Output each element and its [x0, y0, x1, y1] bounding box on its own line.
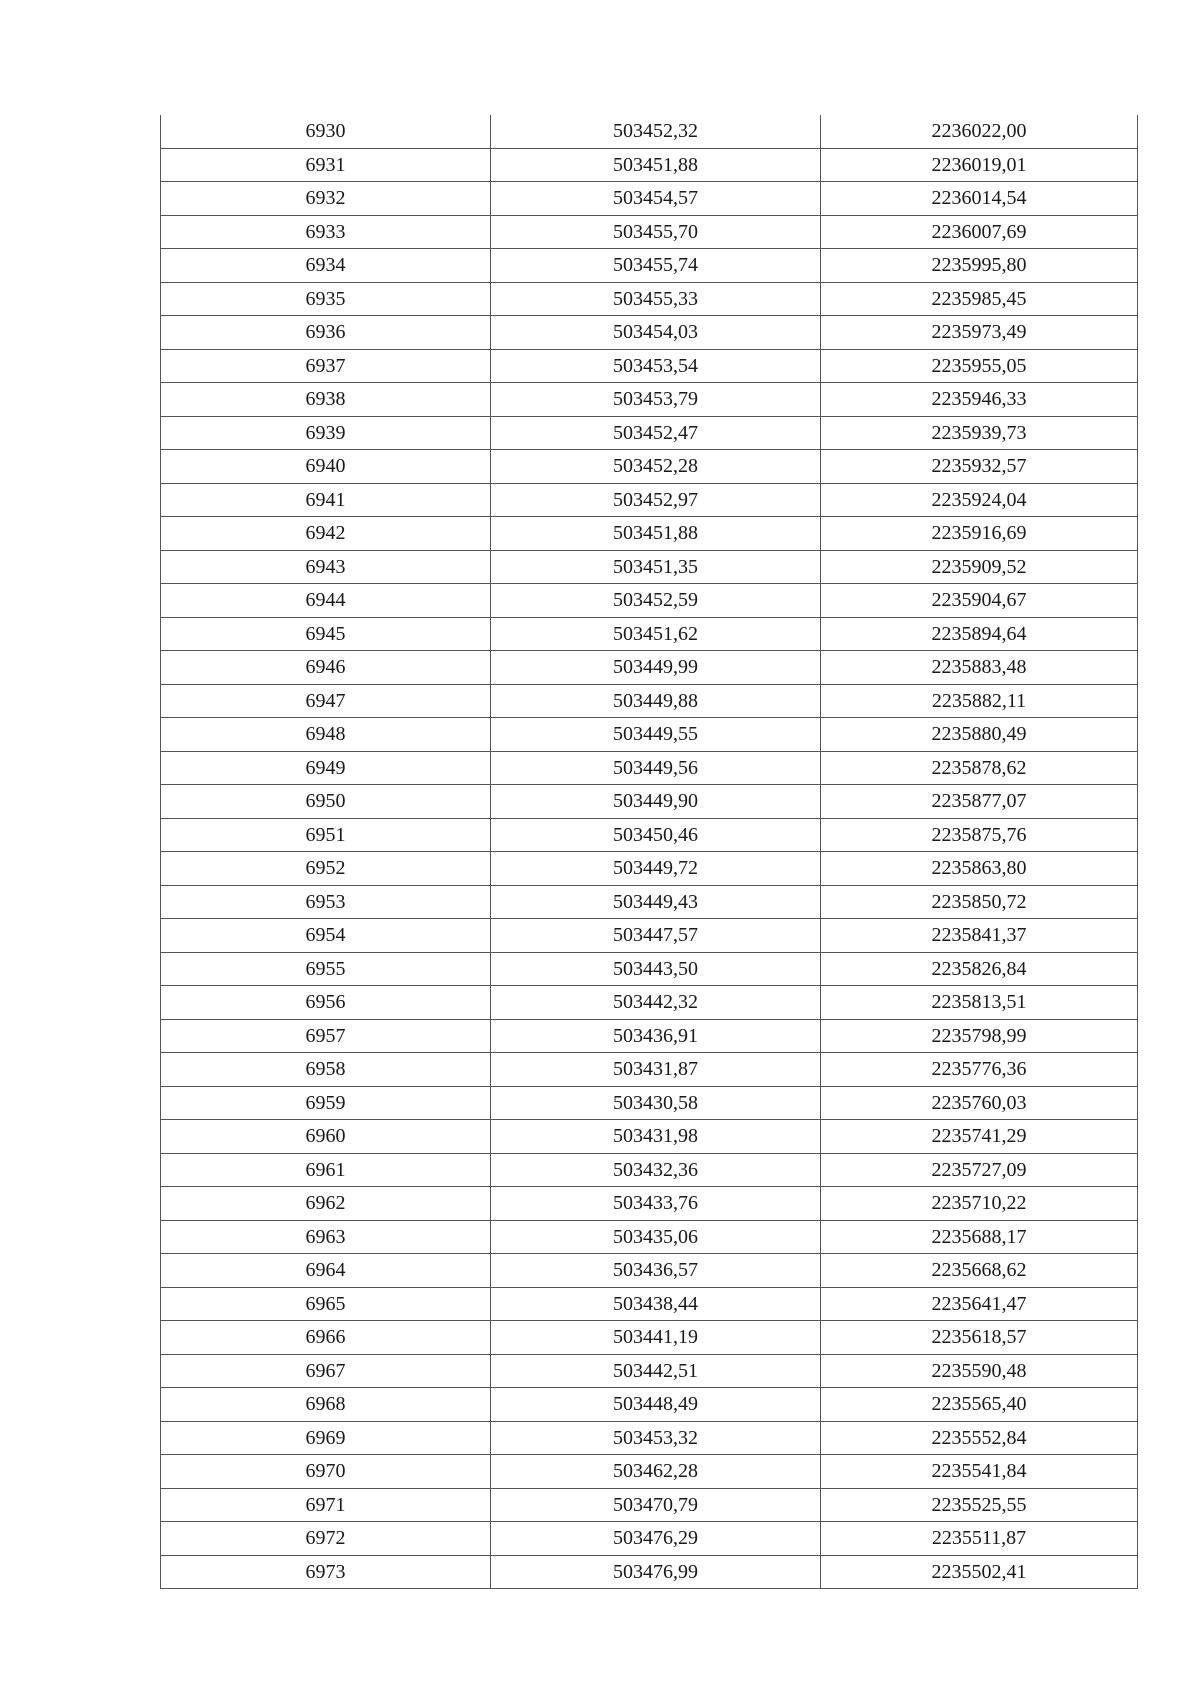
x-coordinate-cell: 503455,33 — [491, 282, 821, 316]
table-row — [161, 282, 1138, 316]
x-coordinate-cell: 503436,57 — [491, 1254, 821, 1288]
y-coordinate-cell: 2235641,47 — [821, 1287, 1138, 1321]
x-coordinate-cell: 503453,32 — [491, 1421, 821, 1455]
x-coordinate-cell: 503470,79 — [491, 1488, 821, 1522]
point-number-cell: 6937 — [161, 349, 491, 383]
point-number-cell: 6948 — [161, 718, 491, 752]
point-number-cell: 6942 — [161, 517, 491, 551]
y-coordinate-cell: 2235688,17 — [821, 1220, 1138, 1254]
x-coordinate-cell: 503433,76 — [491, 1187, 821, 1221]
x-coordinate-cell: 503476,29 — [491, 1522, 821, 1556]
x-coordinate-cell: 503436,91 — [491, 1019, 821, 1053]
y-coordinate-cell: 2235932,57 — [821, 450, 1138, 484]
point-number-cell: 6949 — [161, 751, 491, 785]
table-row — [161, 584, 1138, 618]
y-coordinate-cell: 2235710,22 — [821, 1187, 1138, 1221]
point-number-cell: 6953 — [161, 885, 491, 919]
x-coordinate-cell: 503452,97 — [491, 483, 821, 517]
point-number-cell: 6971 — [161, 1488, 491, 1522]
point-number-cell: 6960 — [161, 1120, 491, 1154]
table-row — [161, 1555, 1138, 1589]
x-coordinate-cell: 503452,59 — [491, 584, 821, 618]
point-number-cell: 6944 — [161, 584, 491, 618]
point-number-cell: 6950 — [161, 785, 491, 819]
y-coordinate-cell: 2235985,45 — [821, 282, 1138, 316]
point-number-cell: 6963 — [161, 1220, 491, 1254]
y-coordinate-cell: 2235939,73 — [821, 416, 1138, 450]
table-row — [161, 1120, 1138, 1154]
x-coordinate-cell: 503452,32 — [491, 115, 821, 148]
x-coordinate-cell: 503449,99 — [491, 651, 821, 685]
x-coordinate-cell: 503451,88 — [491, 148, 821, 182]
point-number-cell: 6964 — [161, 1254, 491, 1288]
point-number-cell: 6947 — [161, 684, 491, 718]
x-coordinate-cell: 503476,99 — [491, 1555, 821, 1589]
y-coordinate-cell: 2235894,64 — [821, 617, 1138, 651]
y-coordinate-cell: 2235541,84 — [821, 1455, 1138, 1489]
table-row — [161, 1321, 1138, 1355]
x-coordinate-cell: 503443,50 — [491, 952, 821, 986]
point-number-cell: 6936 — [161, 316, 491, 350]
y-coordinate-cell: 2235502,41 — [821, 1555, 1138, 1589]
x-coordinate-cell: 503450,46 — [491, 818, 821, 852]
point-number-cell: 6943 — [161, 550, 491, 584]
y-coordinate-cell: 2235955,05 — [821, 349, 1138, 383]
point-number-cell: 6938 — [161, 383, 491, 417]
x-coordinate-cell: 503449,55 — [491, 718, 821, 752]
table-row — [161, 1455, 1138, 1489]
x-coordinate-cell: 503442,32 — [491, 986, 821, 1020]
point-number-cell: 6934 — [161, 249, 491, 283]
x-coordinate-cell: 503455,70 — [491, 215, 821, 249]
y-coordinate-cell: 2235525,55 — [821, 1488, 1138, 1522]
point-number-cell: 6931 — [161, 148, 491, 182]
y-coordinate-cell: 2235618,57 — [821, 1321, 1138, 1355]
table-row — [161, 182, 1138, 216]
point-number-cell: 6970 — [161, 1455, 491, 1489]
x-coordinate-cell: 503449,43 — [491, 885, 821, 919]
y-coordinate-cell: 2235668,62 — [821, 1254, 1138, 1288]
coordinates-table-body — [161, 115, 1138, 1589]
table-row — [161, 1086, 1138, 1120]
y-coordinate-cell: 2235995,80 — [821, 249, 1138, 283]
x-coordinate-cell: 503453,54 — [491, 349, 821, 383]
table-row — [161, 1287, 1138, 1321]
x-coordinate-cell: 503452,47 — [491, 416, 821, 450]
point-number-cell: 6951 — [161, 818, 491, 852]
x-coordinate-cell: 503449,90 — [491, 785, 821, 819]
y-coordinate-cell: 2235727,09 — [821, 1153, 1138, 1187]
y-coordinate-cell: 2235882,11 — [821, 684, 1138, 718]
table-row — [161, 885, 1138, 919]
table-row — [161, 1388, 1138, 1422]
x-coordinate-cell: 503448,49 — [491, 1388, 821, 1422]
point-number-cell: 6945 — [161, 617, 491, 651]
point-number-cell: 6969 — [161, 1421, 491, 1455]
table-row — [161, 383, 1138, 417]
y-coordinate-cell: 2235880,49 — [821, 718, 1138, 752]
table-row — [161, 785, 1138, 819]
table-row — [161, 852, 1138, 886]
point-number-cell: 6941 — [161, 483, 491, 517]
table-row — [161, 1522, 1138, 1556]
y-coordinate-cell: 2235877,07 — [821, 785, 1138, 819]
table-row — [161, 483, 1138, 517]
table-row — [161, 1421, 1138, 1455]
table-row — [161, 952, 1138, 986]
x-coordinate-cell: 503455,74 — [491, 249, 821, 283]
point-number-cell: 6933 — [161, 215, 491, 249]
point-number-cell: 6932 — [161, 182, 491, 216]
table-row — [161, 751, 1138, 785]
x-coordinate-cell: 503449,56 — [491, 751, 821, 785]
y-coordinate-cell: 2235511,87 — [821, 1522, 1138, 1556]
point-number-cell: 6935 — [161, 282, 491, 316]
x-coordinate-cell: 503462,28 — [491, 1455, 821, 1489]
table-row — [161, 1187, 1138, 1221]
y-coordinate-cell: 2235776,36 — [821, 1053, 1138, 1087]
point-number-cell: 6939 — [161, 416, 491, 450]
table-row — [161, 1019, 1138, 1053]
y-coordinate-cell: 2235590,48 — [821, 1354, 1138, 1388]
point-number-cell: 6940 — [161, 450, 491, 484]
x-coordinate-cell: 503452,28 — [491, 450, 821, 484]
x-coordinate-cell: 503435,06 — [491, 1220, 821, 1254]
point-number-cell: 6952 — [161, 852, 491, 886]
table-row — [161, 1354, 1138, 1388]
y-coordinate-cell: 2235875,76 — [821, 818, 1138, 852]
table-row — [161, 986, 1138, 1020]
x-coordinate-cell: 503449,88 — [491, 684, 821, 718]
y-coordinate-cell: 2235924,04 — [821, 483, 1138, 517]
point-number-cell: 6973 — [161, 1555, 491, 1589]
point-number-cell: 6965 — [161, 1287, 491, 1321]
x-coordinate-cell: 503430,58 — [491, 1086, 821, 1120]
point-number-cell: 6968 — [161, 1388, 491, 1422]
x-coordinate-cell: 503449,72 — [491, 852, 821, 886]
point-number-cell: 6958 — [161, 1053, 491, 1087]
x-coordinate-cell: 503442,51 — [491, 1354, 821, 1388]
y-coordinate-cell: 2235760,03 — [821, 1086, 1138, 1120]
y-coordinate-cell: 2235741,29 — [821, 1120, 1138, 1154]
y-coordinate-cell: 2235973,49 — [821, 316, 1138, 350]
table-row — [161, 517, 1138, 551]
point-number-cell: 6956 — [161, 986, 491, 1020]
coordinates-table — [160, 115, 1138, 1589]
x-coordinate-cell: 503447,57 — [491, 919, 821, 953]
y-coordinate-cell: 2236014,54 — [821, 182, 1138, 216]
y-coordinate-cell: 2236007,69 — [821, 215, 1138, 249]
table-row — [161, 115, 1138, 148]
table-row — [161, 1254, 1138, 1288]
table-row — [161, 1488, 1138, 1522]
y-coordinate-cell: 2235798,99 — [821, 1019, 1138, 1053]
table-row — [161, 1153, 1138, 1187]
y-coordinate-cell: 2235904,67 — [821, 584, 1138, 618]
x-coordinate-cell: 503451,62 — [491, 617, 821, 651]
y-coordinate-cell: 2235813,51 — [821, 986, 1138, 1020]
point-number-cell: 6961 — [161, 1153, 491, 1187]
y-coordinate-cell: 2235909,52 — [821, 550, 1138, 584]
y-coordinate-cell: 2235863,80 — [821, 852, 1138, 886]
table-row — [161, 818, 1138, 852]
table-row — [161, 1053, 1138, 1087]
point-number-cell: 6954 — [161, 919, 491, 953]
table-row — [161, 215, 1138, 249]
y-coordinate-cell: 2236022,00 — [821, 115, 1138, 148]
y-coordinate-cell: 2235883,48 — [821, 651, 1138, 685]
x-coordinate-cell: 503451,88 — [491, 517, 821, 551]
table-row — [161, 416, 1138, 450]
x-coordinate-cell: 503451,35 — [491, 550, 821, 584]
table-row — [161, 1220, 1138, 1254]
y-coordinate-cell: 2235565,40 — [821, 1388, 1138, 1422]
table-row — [161, 550, 1138, 584]
point-number-cell: 6967 — [161, 1354, 491, 1388]
y-coordinate-cell: 2235878,62 — [821, 751, 1138, 785]
point-number-cell: 6955 — [161, 952, 491, 986]
y-coordinate-cell: 2235552,84 — [821, 1421, 1138, 1455]
y-coordinate-cell: 2236019,01 — [821, 148, 1138, 182]
y-coordinate-cell: 2235916,69 — [821, 517, 1138, 551]
x-coordinate-cell: 503438,44 — [491, 1287, 821, 1321]
table-row — [161, 684, 1138, 718]
y-coordinate-cell: 2235946,33 — [821, 383, 1138, 417]
point-number-cell: 6959 — [161, 1086, 491, 1120]
x-coordinate-cell: 503431,98 — [491, 1120, 821, 1154]
point-number-cell: 6930 — [161, 115, 491, 148]
table-row — [161, 349, 1138, 383]
table-row — [161, 450, 1138, 484]
table-row — [161, 919, 1138, 953]
point-number-cell: 6957 — [161, 1019, 491, 1053]
table-row — [161, 148, 1138, 182]
table-row — [161, 617, 1138, 651]
x-coordinate-cell: 503454,03 — [491, 316, 821, 350]
point-number-cell: 6962 — [161, 1187, 491, 1221]
x-coordinate-cell: 503441,19 — [491, 1321, 821, 1355]
x-coordinate-cell: 503432,36 — [491, 1153, 821, 1187]
x-coordinate-cell: 503454,57 — [491, 182, 821, 216]
point-number-cell: 6972 — [161, 1522, 491, 1556]
point-number-cell: 6966 — [161, 1321, 491, 1355]
table-row — [161, 316, 1138, 350]
point-number-cell: 6946 — [161, 651, 491, 685]
x-coordinate-cell: 503453,79 — [491, 383, 821, 417]
table-row — [161, 249, 1138, 283]
y-coordinate-cell: 2235826,84 — [821, 952, 1138, 986]
y-coordinate-cell: 2235841,37 — [821, 919, 1138, 953]
table-row — [161, 651, 1138, 685]
y-coordinate-cell: 2235850,72 — [821, 885, 1138, 919]
table-row — [161, 718, 1138, 752]
x-coordinate-cell: 503431,87 — [491, 1053, 821, 1087]
